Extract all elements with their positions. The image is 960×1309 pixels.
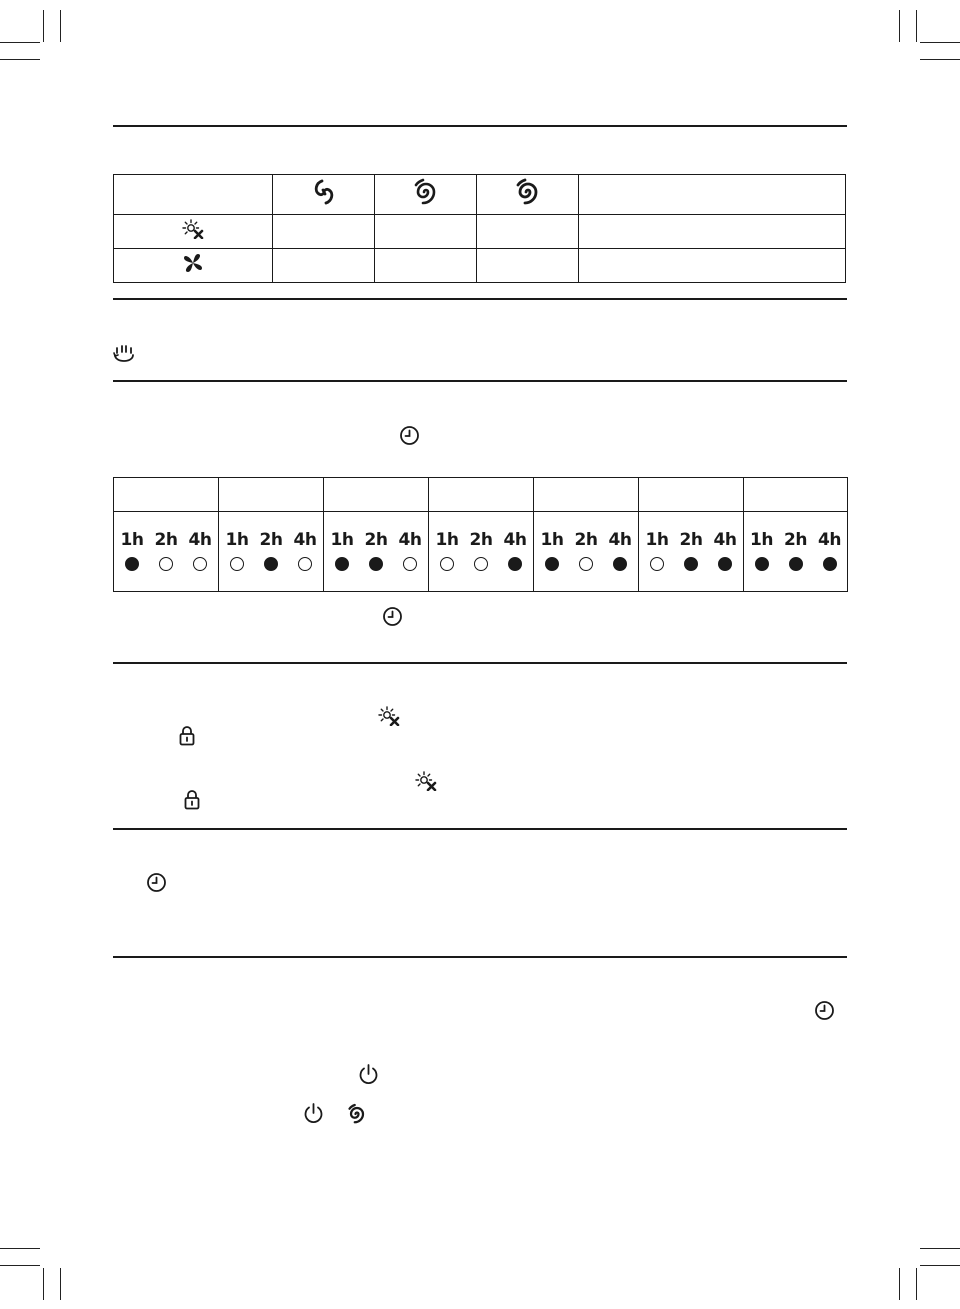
timer-hour-label: 2h [364, 529, 388, 550]
timer-hour-label: 1h [330, 529, 354, 550]
timer-hour-label: 1h [120, 529, 144, 550]
mode-cell [477, 249, 579, 283]
crop-mark [60, 1268, 61, 1300]
child-lock-icon [179, 725, 195, 746]
crop-mark [43, 10, 44, 42]
indicator-light-on [755, 557, 769, 571]
mode-cell [477, 215, 579, 249]
timer-hour-label: 1h [435, 529, 459, 550]
indicator-light-on [545, 557, 559, 571]
power-icon [358, 1063, 379, 1085]
section-divider [113, 380, 847, 382]
timer-header-cell [429, 478, 534, 512]
indicator-light-off [159, 557, 173, 571]
timer-header-cell [534, 478, 639, 512]
timer-hour-label: 2h [154, 529, 178, 550]
crop-mark [916, 10, 917, 42]
indicator-light-on [508, 557, 522, 571]
humidity-reset-icon [112, 343, 136, 367]
timer-hour-label: 4h [818, 529, 841, 550]
timer-hour-label: 4h [713, 529, 737, 550]
timer-hour-label: 2h [679, 529, 703, 550]
crop-mark [43, 1268, 44, 1300]
mode-table [113, 174, 846, 283]
timer-header-cell [639, 478, 744, 512]
timer-hour-label: 2h [784, 529, 807, 550]
crop-mark [899, 1268, 900, 1300]
timer-option-cell [534, 512, 639, 592]
timer-header-cell [744, 478, 848, 512]
timer-icon [399, 425, 420, 446]
timer-hour-label: 1h [645, 529, 669, 550]
fan-speed-icon [182, 252, 204, 274]
timer-header-cell [219, 478, 324, 512]
crop-mark [920, 59, 960, 60]
section-divider [113, 956, 847, 958]
indicator-light-off [474, 557, 488, 571]
section-divider [113, 298, 847, 300]
auto-mode-icon [410, 176, 442, 208]
timer-hour-label: 2h [259, 529, 283, 550]
timer-hour-label: 4h [398, 529, 422, 550]
timer-option-cell [429, 512, 534, 592]
indicator-light-off [579, 557, 593, 571]
timer-table [113, 477, 848, 592]
indicator-light-off [230, 557, 244, 571]
indicator-light-on [335, 557, 349, 571]
crop-mark [920, 1265, 960, 1266]
indicator-light-off [193, 557, 207, 571]
crop-mark [0, 1248, 40, 1249]
indicator-light-on [823, 557, 837, 571]
section-divider [113, 662, 847, 664]
timer-hour-label: 1h [540, 529, 564, 550]
mode-header-note [579, 175, 846, 215]
indicator-light-on [684, 557, 698, 571]
crop-mark [60, 10, 61, 42]
light-dimmer-icon [415, 771, 437, 791]
sleep-mode-icon [309, 177, 339, 207]
indicator-light-on [264, 557, 278, 571]
timer-option-cell [114, 512, 219, 592]
turbo-mode-icon [512, 176, 544, 208]
indicator-light-off [440, 557, 454, 571]
timer-hour-label: 4h [293, 529, 317, 550]
mode-header-sleep [273, 175, 375, 215]
indicator-light-on [613, 557, 627, 571]
timer-hour-label: 4h [503, 529, 527, 550]
timer-option-cell [639, 512, 744, 592]
mode-cell [579, 249, 846, 283]
timer-hour-label: 2h [574, 529, 598, 550]
mode-row-light-label [114, 215, 273, 249]
timer-option-cell [219, 512, 324, 592]
timer-hour-label: 4h [608, 529, 632, 550]
mode-header-auto [375, 175, 477, 215]
timer-icon [146, 872, 167, 893]
child-lock-icon [184, 789, 200, 810]
mode-cell [375, 215, 477, 249]
timer-option-cell [744, 512, 848, 592]
mode-cell [375, 249, 477, 283]
mode-cell [273, 249, 375, 283]
crop-mark [916, 1268, 917, 1300]
timer-hour-label: 1h [750, 529, 773, 550]
section-divider [113, 828, 847, 830]
timer-header-cell [324, 478, 429, 512]
mode-header-turbo [477, 175, 579, 215]
indicator-light-on [369, 557, 383, 571]
mode-table-corner [114, 175, 273, 215]
light-dimmer-icon [378, 706, 400, 726]
timer-icon [814, 1000, 835, 1021]
crop-mark [0, 42, 40, 43]
crop-mark [920, 1248, 960, 1249]
crop-mark [920, 42, 960, 43]
power-icon [303, 1102, 324, 1124]
timer-option-cell [324, 512, 429, 592]
indicator-light-off [403, 557, 417, 571]
crop-mark [0, 59, 40, 60]
indicator-light-off [650, 557, 664, 571]
timer-hour-label: 4h [188, 529, 212, 550]
indicator-light-off [298, 557, 312, 571]
turbo-mode-icon [345, 1102, 369, 1126]
timer-hour-label: 1h [225, 529, 249, 550]
mode-cell [579, 215, 846, 249]
section-divider [113, 125, 847, 127]
crop-mark [899, 10, 900, 42]
crop-mark [0, 1265, 40, 1266]
light-dimmer-icon [182, 219, 204, 239]
indicator-light-on [789, 557, 803, 571]
mode-cell [273, 215, 375, 249]
indicator-light-on [125, 557, 139, 571]
timer-icon [382, 606, 403, 627]
timer-header-cell [114, 478, 219, 512]
indicator-light-on [718, 557, 732, 571]
mode-row-fan-label [114, 249, 273, 283]
timer-hour-label: 2h [469, 529, 493, 550]
